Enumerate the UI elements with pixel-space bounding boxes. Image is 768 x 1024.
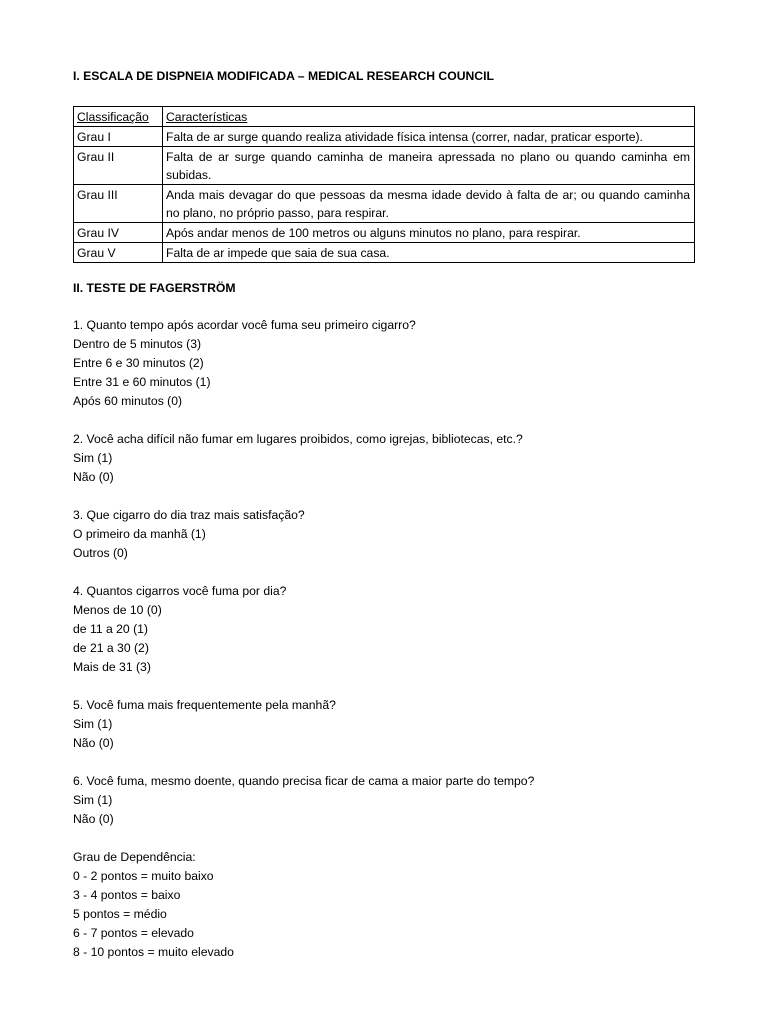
question-text: 5. Você fuma mais frequentemente pela manhã?: [73, 698, 336, 712]
question-2: [73, 430, 695, 487]
question-text: 1. Quanto tempo após acordar você fuma seu primeiro cigarro?: [73, 318, 416, 332]
answer-option: Não (0): [73, 736, 114, 750]
answer-option: Entre 6 e 30 minutos (2): [73, 356, 204, 370]
question-1: [73, 316, 695, 411]
grade-cell: Grau III: [74, 185, 163, 223]
header-classification: Classificação: [74, 107, 163, 127]
answer-option: Outros (0): [73, 546, 128, 560]
description-cell: Falta de ar surge quando caminha de maneira apressada no plano ou quando caminha em subidas.: [163, 147, 695, 185]
description-cell: Falta de ar impede que saia de sua casa.: [163, 243, 695, 263]
answer-option: de 11 a 20 (1): [73, 622, 148, 636]
section1-title: I. ESCALA DE DISPNEIA MODIFICADA – MEDICAL RESEARCH COUNCIL: [73, 69, 494, 83]
grade-cell: Grau I: [74, 127, 163, 147]
table-row: [74, 147, 695, 185]
table-row: [74, 243, 695, 263]
section2-title: II. TESTE DE FAGERSTRÖM: [73, 281, 236, 295]
question-5: [73, 696, 695, 753]
answer-option: Dentro de 5 minutos (3): [73, 337, 202, 351]
answer-option: O primeiro da manhã (1): [73, 527, 206, 541]
dependence-level: 8 - 10 pontos = muito elevado: [73, 945, 234, 959]
question-4: [73, 582, 695, 677]
description-cell: Após andar menos de 100 metros ou alguns minutos no plano, para respirar.: [163, 223, 695, 243]
dependence-level: 0 - 2 pontos = muito baixo: [73, 869, 214, 883]
answer-option: Não (0): [73, 812, 114, 826]
table-row: [74, 127, 695, 147]
answer-option: Menos de 10 (0): [73, 603, 162, 617]
answer-option: de 21 a 30 (2): [73, 641, 149, 655]
dependence-level: 5 pontos = médio: [73, 907, 167, 921]
answer-option: Sim (1): [73, 717, 113, 731]
answer-option: Mais de 31 (3): [73, 660, 151, 674]
question-text: 3. Que cigarro do dia traz mais satisfação?: [73, 508, 305, 522]
description-cell: Falta de ar surge quando realiza atividade física intensa (correr, nadar, praticar esporte).: [163, 127, 695, 147]
dependence-level: 6 - 7 pontos = elevado: [73, 926, 194, 940]
answer-option: Após 60 minutos (0): [73, 394, 183, 408]
table-row: [74, 223, 695, 243]
table-header-row: [74, 107, 695, 127]
dyspnea-scale-table: [73, 106, 695, 263]
dependence-scale: [73, 848, 695, 962]
answer-option: Entre 31 e 60 minutos (1): [73, 375, 211, 389]
dependence-level: 3 - 4 pontos = baixo: [73, 888, 181, 902]
question-6: [73, 772, 695, 829]
header-characteristics: Características: [163, 107, 695, 127]
answer-option: Sim (1): [73, 793, 113, 807]
table-row: [74, 185, 695, 223]
question-3: [73, 506, 695, 563]
question-text: 4. Quantos cigarros você fuma por dia?: [73, 584, 287, 598]
grade-cell: Grau IV: [74, 223, 163, 243]
answer-option: Não (0): [73, 470, 114, 484]
answer-option: Sim (1): [73, 451, 113, 465]
description-cell: Anda mais devagar do que pessoas da mesma idade devido à falta de ar; ou quando caminha no plano, no próprio passo, para respirar.: [163, 185, 695, 223]
grade-cell: Grau II: [74, 147, 163, 185]
grade-cell: Grau V: [74, 243, 163, 263]
question-text: 6. Você fuma, mesmo doente, quando precisa ficar de cama a maior parte do tempo?: [73, 774, 535, 788]
document-content: [73, 68, 695, 962]
question-text: 2. Você acha difícil não fumar em lugares proibidos, como igrejas, bibliotecas, etc.?: [73, 432, 523, 446]
dependence-title: Grau de Dependência:: [73, 850, 196, 864]
